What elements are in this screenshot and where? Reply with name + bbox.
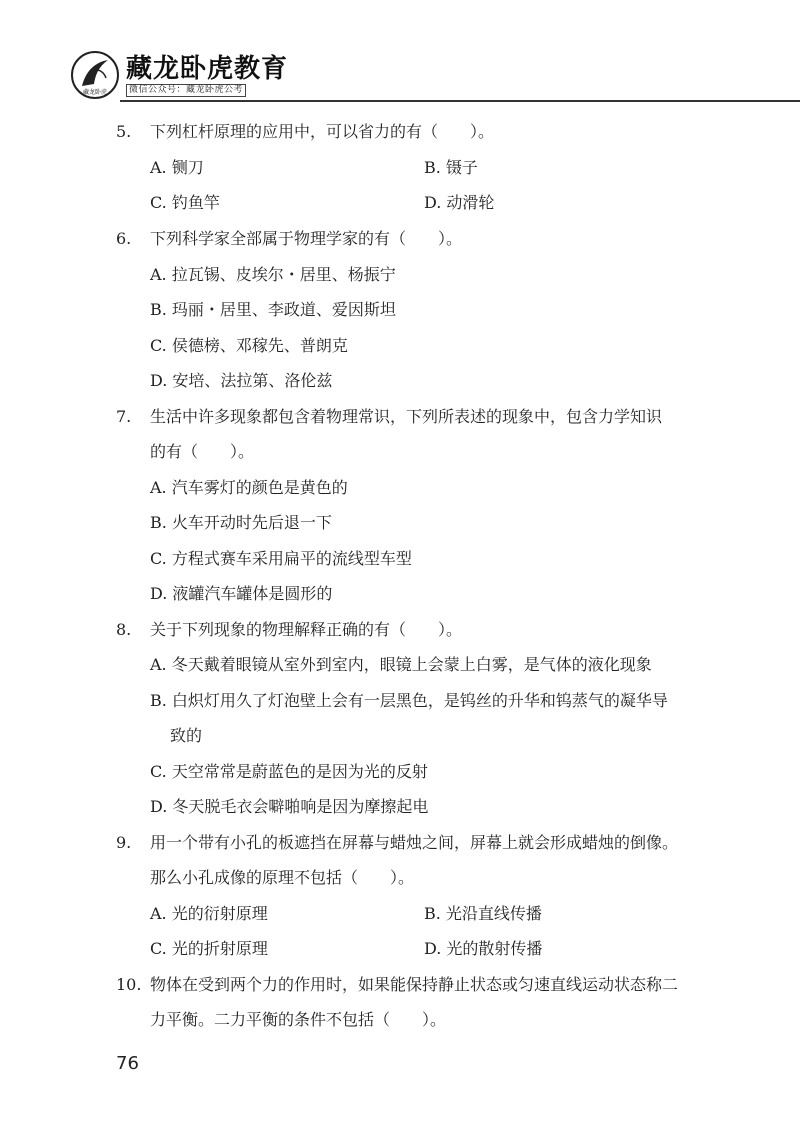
option-a: A. 拉瓦锡、皮埃尔・居里、杨振宁 [150,265,396,284]
question-number: 6. [116,229,132,248]
option-d: D. 光的散射传播 [424,939,543,958]
option-b: B. 光沿直线传播 [424,904,542,923]
option-d: D. 安培、法拉第、洛伦兹 [150,371,333,390]
question-text: 那么小孔成像的原理不包括（ ）。 [150,868,415,887]
option-b: B. 玛丽・居里、李政道、爱因斯坦 [150,300,396,319]
question-text: 下列杠杆原理的应用中，可以省力的有（ ）。 [150,122,495,141]
option-a: A. 光的衍射原理 [150,904,268,923]
option-d: D. 液罐汽车罐体是圆形的 [150,584,333,603]
question-number: 8. [116,620,132,639]
option-c: C. 方程式赛车采用扁平的流线型车型 [150,549,412,568]
option-a: A. 汽车雾灯的颜色是黄色的 [150,478,348,497]
brand-subtitle: 微信公众号：藏龙卧虎公考 [126,84,246,97]
option-d: D. 动滑轮 [424,193,495,212]
question-text: 力平衡。二力平衡的条件不包括（ ）。 [150,1010,447,1029]
brand-title: 藏龙卧虎教育 [126,54,289,84]
dragon-tiger-logo-icon [70,50,120,100]
question-number: 10. [116,975,142,994]
question-number: 5. [116,122,132,141]
option-a: A. 铡刀 [150,158,204,177]
option-c: C. 光的折射原理 [150,939,268,958]
question-number: 7. [116,407,132,426]
option-c: C. 钓鱼竿 [150,193,220,212]
option-b: B. 白炽灯用久了灯泡壁上会有一层黑色，是钨丝的升华和钨蒸气的凝华导 [150,691,668,710]
option-b: B. 火车开动时先后退一下 [150,513,332,532]
question-text: 物体在受到两个力的作用时，如果能保持静止状态或匀速直线运动状态称二 [150,975,679,994]
option-b-continued: 致的 [170,726,203,745]
page-number: 76 [116,1053,139,1074]
svg-text:藏龙卧虎: 藏龙卧虎 [82,89,108,96]
option-a: A. 冬天戴着眼镜从室外到室内，眼镜上会蒙上白雾，是气体的液化现象 [150,655,652,674]
option-d: D. 冬天脱毛衣会噼啪响是因为摩擦起电 [150,797,429,816]
header-divider [120,100,800,102]
page-header [0,0,800,110]
question-text: 用一个带有小孔的板遮挡在屏幕与蜡烛之间，屏幕上就会形成蜡烛的倒像。 [150,833,679,852]
option-c: C. 侯德榜、邓稼先、普朗克 [150,336,348,355]
question-text: 关于下列现象的物理解释正确的有（ ）。 [150,620,463,639]
question-text: 生活中许多现象都包含着物理常识，下列所表述的现象中，包含力学知识 [150,407,663,426]
option-c: C. 天空常常是蔚蓝色的是因为光的反射 [150,762,428,781]
option-b: B. 镊子 [424,158,478,177]
question-text: 下列科学家全部属于物理学家的有（ ）。 [150,229,463,248]
question-number: 9. [116,833,132,852]
question-text: 的有（ ）。 [150,442,255,461]
